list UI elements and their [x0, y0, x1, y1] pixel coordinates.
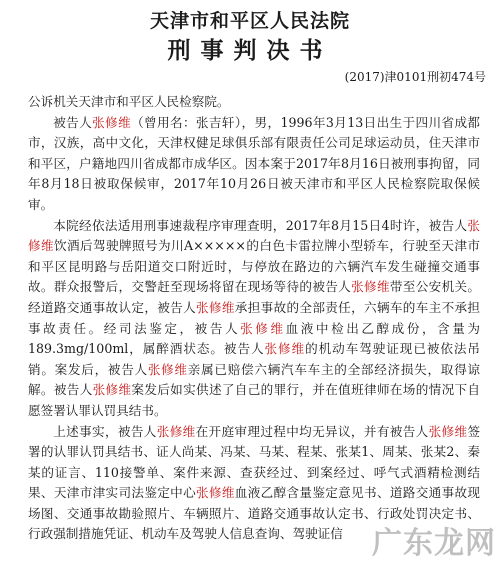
defendant-name: 张修维: [92, 114, 132, 130]
court-name: 天津市和平区人民法院: [149, 10, 350, 32]
defendant-paragraph: 被告人张修维（曾用名：张吉轩），男，1996年3月13日出生于四川省成都市，汉族，高中文化，天津权健足球俱乐部有限责任公司足球运动员，住天津市和平区，户籍地四川省成都市成华区。因本案于2017年8月16日被刑事拘留，同年8月18日被取保候审，2017年10月26日被天津市和平区人民检察院取保候审。: [28, 114, 481, 212]
defendant-name: 张修维: [351, 279, 390, 295]
defendant-name: 张修维: [28, 217, 480, 254]
facts-paragraph: 本院经依法适用刑事速裁程序审理查明，2017年8月15日4时许，被告人张修维饮酒后驾驶牌照号为川A×××××的白色卡雷拉牌小型轿车，行驶至天津市和平区昆明路与岳阳道交口附近时，与停放在路边的六辆汽车发生碰撞交通事故。群众报警后，交警赶至现场将留在现场等待的被告人张修维带至公安机关。经道路交通事故认定，被告人张修维承担事故的全部责任，六辆车的车主不承担事故责任。经司法鉴定，被告人张修维血液中检出乙醇成份，含量为189.3mg/100ml，属醉酒状态。被告人张修维的机动车驾驶证现已被依法吊销。案发后，被告人张修维亲属已赔偿六辆汽车车主的全部经济损失，取得谅解。被告人张修维案发后如实供述了自己的罪行，并在值班律师在场的情况下自愿签署认罪认罚具结书。: [28, 217, 481, 418]
defendant-name: 张修维: [428, 423, 468, 439]
defendant-name: 张修维: [264, 341, 306, 357]
evidence-paragraph: 上述事实，被告人张修维在开庭审理过程中均无异议，并有被告人张修维签署的认罪认罚具结书、证人尚某、冯某、马某、程某、张某1、周某、张某2、秦某的证言、110接警单、案件来源、查获经过、到案经过、呼气式酒精检测结果、天津市津实司法鉴定中心张修维血液乙醇含量鉴定意见书、道路交通事故现场图、交通事故勘验照片、车辆照片、道路交通事故认定书、行政处罚决定书、行政强制措施凭证、机动车及驾驶人信息查询、驾驶证信: [28, 423, 481, 542]
site-watermark: 广东龙网: [372, 526, 496, 561]
defendant-name: 张修维: [92, 382, 132, 398]
judgment-body: [28, 92, 480, 545]
defendant-name: 张修维: [240, 320, 286, 336]
defendant-name: 张修维: [196, 485, 235, 501]
prosecutor-paragraph: 公诉机关天津市和平区人民检察院。: [28, 94, 230, 109]
case-number: (2017)津0101刑初474号: [344, 70, 486, 84]
document-type-title: 刑事判决书: [167, 37, 333, 64]
defendant-name: 张修维: [147, 361, 188, 377]
defendant-name: 张修维: [156, 423, 196, 439]
defendant-name: 张修维: [196, 299, 235, 315]
